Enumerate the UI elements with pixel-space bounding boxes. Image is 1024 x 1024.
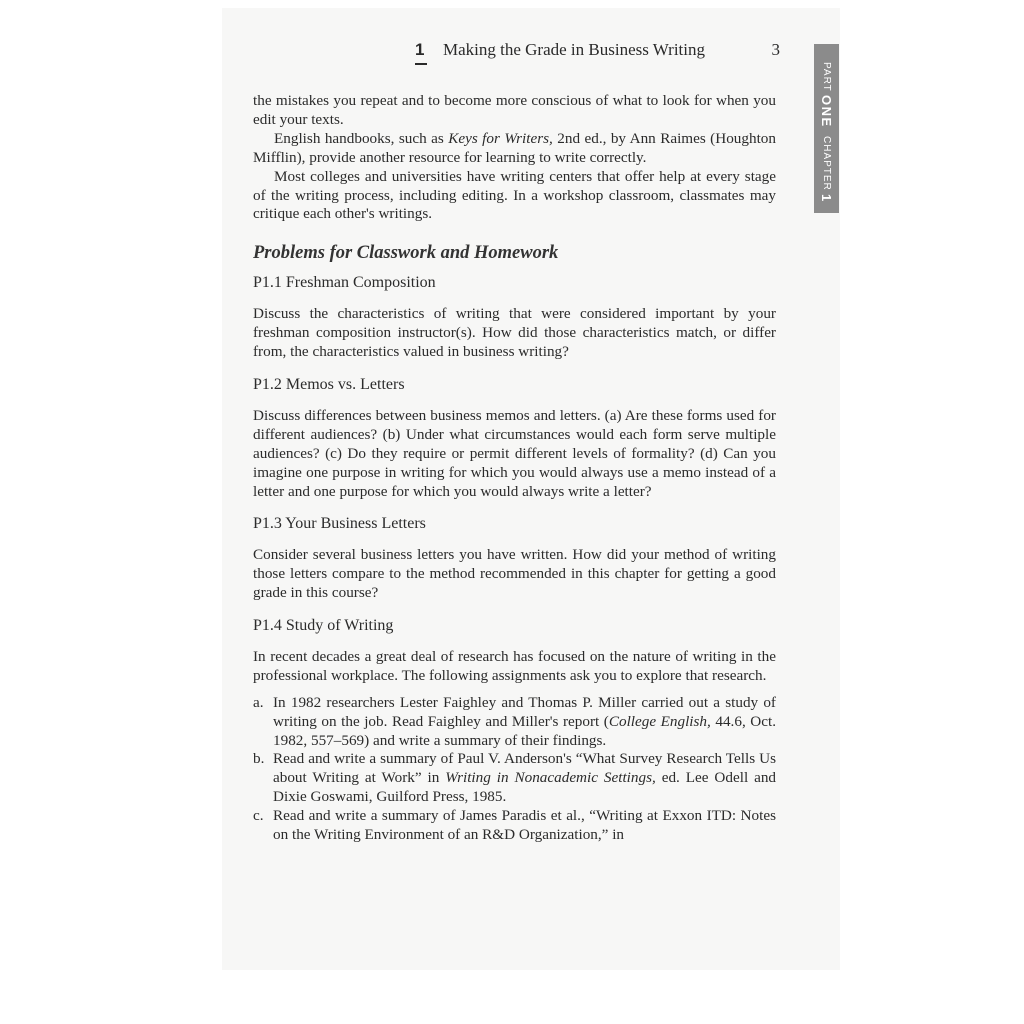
tab-part-label: PART bbox=[821, 62, 832, 92]
header-chapter-number: 1 bbox=[415, 40, 425, 59]
page-number: 3 bbox=[771, 40, 780, 59]
problem-title: P1.2 Memos vs. Letters bbox=[253, 375, 405, 393]
header-chapter-rule bbox=[415, 63, 427, 65]
part-chapter-tab bbox=[814, 44, 839, 213]
tab-part-value: ONE bbox=[819, 94, 834, 128]
intro-paragraph-1: the mistakes you repeat and to become more conscious of what to look for when you edit your texts. bbox=[253, 92, 776, 128]
problem-body: Discuss the characteristics of writing that were considered important by your freshman composition instructor(s). How did those characteristics match, or differ from, the characteristics valued in business writing? bbox=[253, 305, 776, 361]
tab-chapter-value: 1 bbox=[819, 194, 834, 203]
page-content bbox=[253, 92, 776, 845]
problem-body: In recent decades a great deal of research has focused on the nature of writing in the professional workplace. The following assignments ask you to explore that research. bbox=[253, 647, 776, 684]
header-chapter-title: Making the Grade in Business Writing bbox=[443, 40, 705, 59]
assignment-list bbox=[253, 694, 776, 845]
running-header bbox=[415, 40, 780, 64]
tab-chapter-label: CHAPTER bbox=[821, 136, 832, 192]
problem-body: Discuss differences between business memos and letters. (a) Are these forms used for different audiences? (b) Under what circumstances would each form serve multiple audiences? (c) Do they require or permit different levels of formality? (d) Can you imagine one purpose in writing for which you would always use a memo instead of a letter and one purpose for which you would always write a letter? bbox=[253, 406, 776, 500]
list-item: a. In 1982 researchers Lester Faighley and Thomas P. Miller carried out a study of writing on the job. Read Faighley and Miller's report (College English, 44.6, Oct. 1982, 557–569) and write a summary of their findings. bbox=[253, 693, 776, 749]
list-item: c. Read and write a summary of James Paradis et al., “Writing at Exxon ITD: Notes on the Writing Environment of an R&D Organization,” in bbox=[253, 807, 776, 844]
intro-paragraph-2: English handbooks, such as Keys for Writers, 2nd ed., by Ann Raimes (Houghton Mifflin), provide another resource for learning to write correctly. bbox=[253, 129, 776, 166]
problem-body: Consider several business letters you have written. How did your method of writing those letters compare to the method recommended in this chapter for getting a good grade in this course? bbox=[253, 546, 776, 602]
problem-title: P1.4 Study of Writing bbox=[253, 617, 394, 635]
problem-title: P1.3 Your Business Letters bbox=[253, 515, 426, 533]
list-item: b. Read and write a summary of Paul V. Anderson's “What Survey Research Tells Us about Writing at Work” in Writing in Nonacademic Settings, ed. Lee Odell and Dixie Goswami, Guilford Press, 1985. bbox=[253, 750, 777, 806]
problem-title: P1.1 Freshman Composition bbox=[253, 274, 436, 292]
book-title-keys-for-writers: Keys for Writers, bbox=[448, 129, 553, 147]
intro-paragraph-3: Most colleges and universities have writing centers that offer help at every stage of the writing process, including editing. In a workshop classroom, classmates may critique each other's writings. bbox=[253, 167, 776, 223]
section-heading: Problems for Classwork and Homework bbox=[253, 243, 559, 264]
